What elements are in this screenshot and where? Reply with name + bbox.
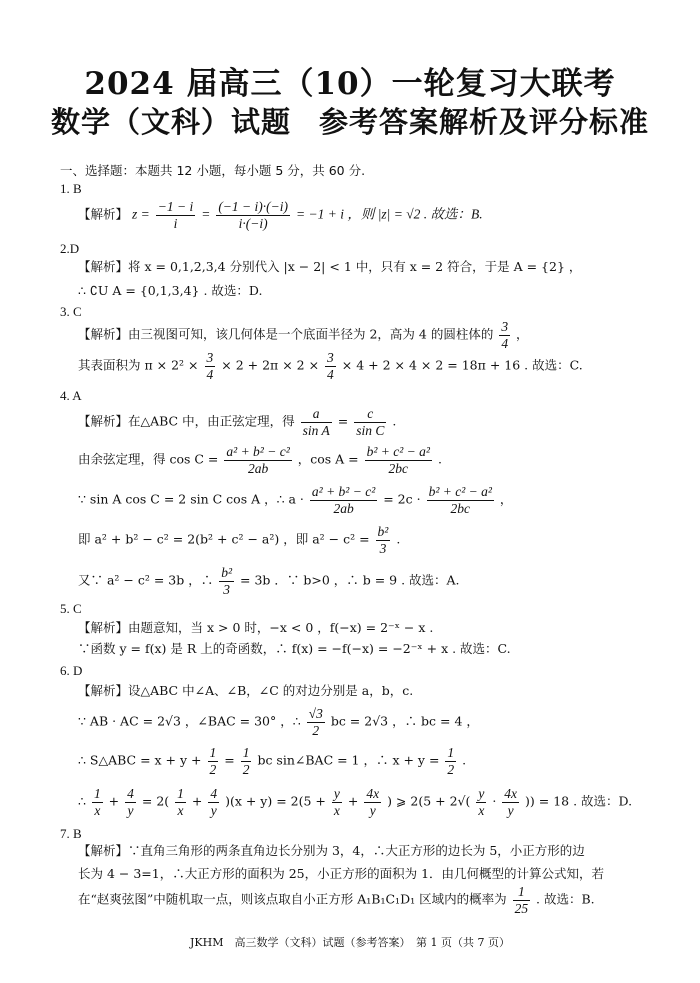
q2-solution-line-2: ∴ ∁U A = {0,1,3,4} . 故选：D. [78, 283, 263, 298]
title-subtitle: 参考答案解析及评分标准 [319, 105, 650, 139]
q1-fraction-2: $\frac{(-1 - i)\cdot(-i)}{i\cdot(-i)}$ [218, 199, 289, 231]
q3-solution-line-2: 其表面积为 π × 2² × $\frac{3}{4}$ × 2 + 2π × 2 × $\frac{3}{4}$ × 4 + 2 × 4 × 2 = 18π + 16 . 故选：C. [78, 350, 583, 382]
q4-solution-line-3: ∵ sin A cos C = 2 sin C cos A ，∴ a · $\frac{\text{a² + b² − c²}}{2ab}$ = 2c · $\frac{\text{b² + c² − a²}}{2bc}$ ， [78, 484, 513, 516]
q4-solution-line-4: 即 a² + b² − c² = 2(b² + c² − a²) ，即 a² − c² = $\frac{\text{b²}}{3}$ . [78, 524, 401, 556]
q4-solution-line-5: 又∵ a² − c² = 3b ，∴ $\frac{\text{b²}}{3}$ = 3b ．∵ b>0 ，∴ b = 9 . 故选：A. [78, 565, 460, 597]
q2-label: 2.D [60, 241, 80, 256]
q6-solution-line-1: 【解析】设△ABC 中∠A、∠B，∠C 的对边分别是 a，b，c. [78, 683, 414, 698]
q1-label: 1. B [60, 181, 82, 196]
page-footer: JKHM 高三数学（文科）试题（参考答案） 第 1 页（共 7 页） [190, 936, 510, 949]
q1-solution: 【解析】 z = $\frac{-1 - i}{i}$ = $\frac{(-1 - i)\cdot(-i)}{i\cdot(-i)}$ = −1 + i ，则 |z| = √2 . 故选：B. [78, 199, 483, 231]
q6-solution-line-2: ∵ AB · AC = 2√3 ，∠BAC = 30° ，∴ $\frac{√3}{2}$ bc = 2√3 ，∴ bc = 4 ， [78, 706, 479, 738]
title-line-1: 2024 届高三（10）一轮复习大联考 [84, 66, 616, 102]
q5-solution-line-2: ∵函数 y = f(x) 是 R 上的奇函数，∴ f(x) = −f(−x) = −2⁻ˣ + x . 故选：C. [78, 641, 511, 656]
q5-solution-line-1: 【解析】由题意知，当 x > 0 时，−x < 0 ，f(−x) = 2⁻ˣ − x . [78, 620, 434, 635]
q7-solution-line-1: 【解析】∵直角三角形的两条直角边长分别为 3，4，∴大正方形的边长为 5，小正方形的边 [78, 843, 585, 858]
q7-label: 7. B [60, 826, 82, 841]
title-subject: 数学（文科）试题 [50, 105, 291, 139]
title-line-2 [0, 100, 700, 141]
q6-solution-line-3: ∴ S△ABC = x + y + $\frac{1}{2}$ = $\frac{1}{2}$ bc sin∠BAC = 1 ，∴ x + y = $\frac{1}{2}$ . [78, 745, 467, 777]
q4-solution-line-1: 【解析】在△ABC 中，由正弦定理，得 $\frac{a}{\text{sin A}}$ = $\frac{c}{\text{sin C}}$ . [78, 406, 397, 438]
q3-label: 3. C [60, 304, 82, 319]
section-heading: 一、选择题：本题共 12 小题，每小题 5 分，共 60 分. [60, 163, 366, 178]
q7-solution-line-3: 在“赵爽弦图”中随机取一点，则该点取自小正方形 A₁B₁C₁D₁ 区域内的概率为 $\frac{1}{25}$ . 故选：B. [78, 884, 595, 916]
q6-solution-line-4: ∴ $\frac{1}{x}$ + $\frac{4}{y}$ = 2( $\frac{1}{x}$ + $\frac{4}{y}$ )(x + y) = 2(5 + $\frac{y}{x}$ + $\frac{4x}{y}$ ) ⩾ 2(5 + 2√( $\frac{y}{x}$ · $\frac{4x}{y}$ )) = 18 . 故选：D. [78, 786, 633, 818]
q2-solution-line-1: 【解析】将 x = 0,1,2,3,4 分别代入 |x − 2| < 1 中，只有 x = 2 符合，于是 A = {2} ， [78, 259, 582, 274]
q1-fraction-1: $\frac{-1 - i}{i}$ [157, 199, 194, 231]
q6-label: 6. D [60, 663, 83, 678]
q4-label: 4. A [60, 388, 82, 403]
q7-solution-line-2: 长为 4 − 3=1，∴大正方形的面积为 25，小正方形的面积为 1．由几何概型的计算公式知，若 [78, 866, 605, 881]
q4-solution-line-2: 由余弦定理，得 cos C = $\frac{\text{a² + b² − c²}}{2ab}$ ，cos A = $\frac{\text{b² + c² − a²}}{2bc}$ . [78, 444, 442, 476]
q3-solution-line-1: 【解析】由三视图可知，该几何体是一个底面半径为 2，高为 4 的圆柱体的 $\frac{3}{4}$ ， [78, 319, 529, 351]
q5-label: 5. C [60, 601, 82, 616]
q3-fraction: $\frac{3}{4}$ [501, 319, 509, 351]
